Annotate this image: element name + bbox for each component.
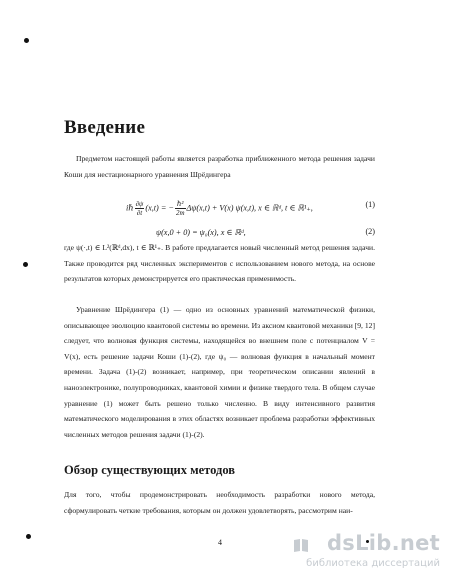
- watermark-brand: dsLib.net: [326, 531, 440, 555]
- book-icon: [292, 536, 310, 554]
- watermark: [292, 531, 442, 575]
- scan-speck: [23, 262, 28, 267]
- section-heading: Введение: [64, 117, 146, 138]
- subsection-heading: Обзор существующих методов: [64, 463, 236, 477]
- intro-paragraph: Предметом настоящей работы является разработка приближенного метода решения задачи Коши для нестационарного уравнения Шрёдингера: [64, 154, 375, 179]
- scan-speck: [24, 38, 29, 43]
- equation-2: ψ(x,0 + 0) = ψ₀(x), x ∈ ℝᵈ, (2): [156, 227, 375, 237]
- paragraph-overview: Для того, чтобы продемонстрировать необходимость разработки нового метода, сформулировать четкие требования, которым он должен удовлетворять, рассмотрим наи-: [64, 490, 375, 515]
- page-number: 4: [218, 538, 222, 547]
- watermark-subtitle: библиотека диссертаций: [306, 558, 440, 569]
- equation-number: (2): [365, 227, 375, 236]
- paragraph-schrodinger: Уравнение Шрёдингера (1) — одно из основных уравнений математической физики, описывающее эволюцию квантовой системы во времени. Из аксиом квантовой механики [9, 12] следует, что волновая функция системы, находящейся во внешнем поле с потенциалом V = V(x), есть решение задачи Коши (1)-(2), где ψ₀ — волновая функция в начальный момент времени. Задача (1)-(2) возникает, например, при теоретическом описании явлений в наноэлектронике, полупроводниках, квантовой химии и физике твердого тела. В общем случае уравнение (1) может быть решено только численно. В виду интенсивного развития математического моделирования в этих областях возникает проблема разработки эффективных численных методов решения задачи (1)-(2).: [64, 305, 375, 439]
- equation-number: (1): [365, 200, 375, 209]
- scan-speck: [26, 534, 31, 539]
- equation-1: iℏ $\frac{\partial\psi}{\partial t}$ (x,t) = − $\frac{\text{ℏ²}}{2m}$ Δψ(x,t) + V(x) ψ(x,t), x ∈ ℝᵈ, t ∈ ℝ¹₊, (1): [126, 200, 375, 217]
- paragraph-definitions: где ψ(·,t) ∈ L²(ℝᵈ,dx), t ∈ ℝ¹₊. В работе предлагается новый численный метод решения задачи. Также проводится ряд численных экспериментов с использованием нового метода, на основе результатов которых демонстрируется его практическая применимость.: [64, 243, 375, 284]
